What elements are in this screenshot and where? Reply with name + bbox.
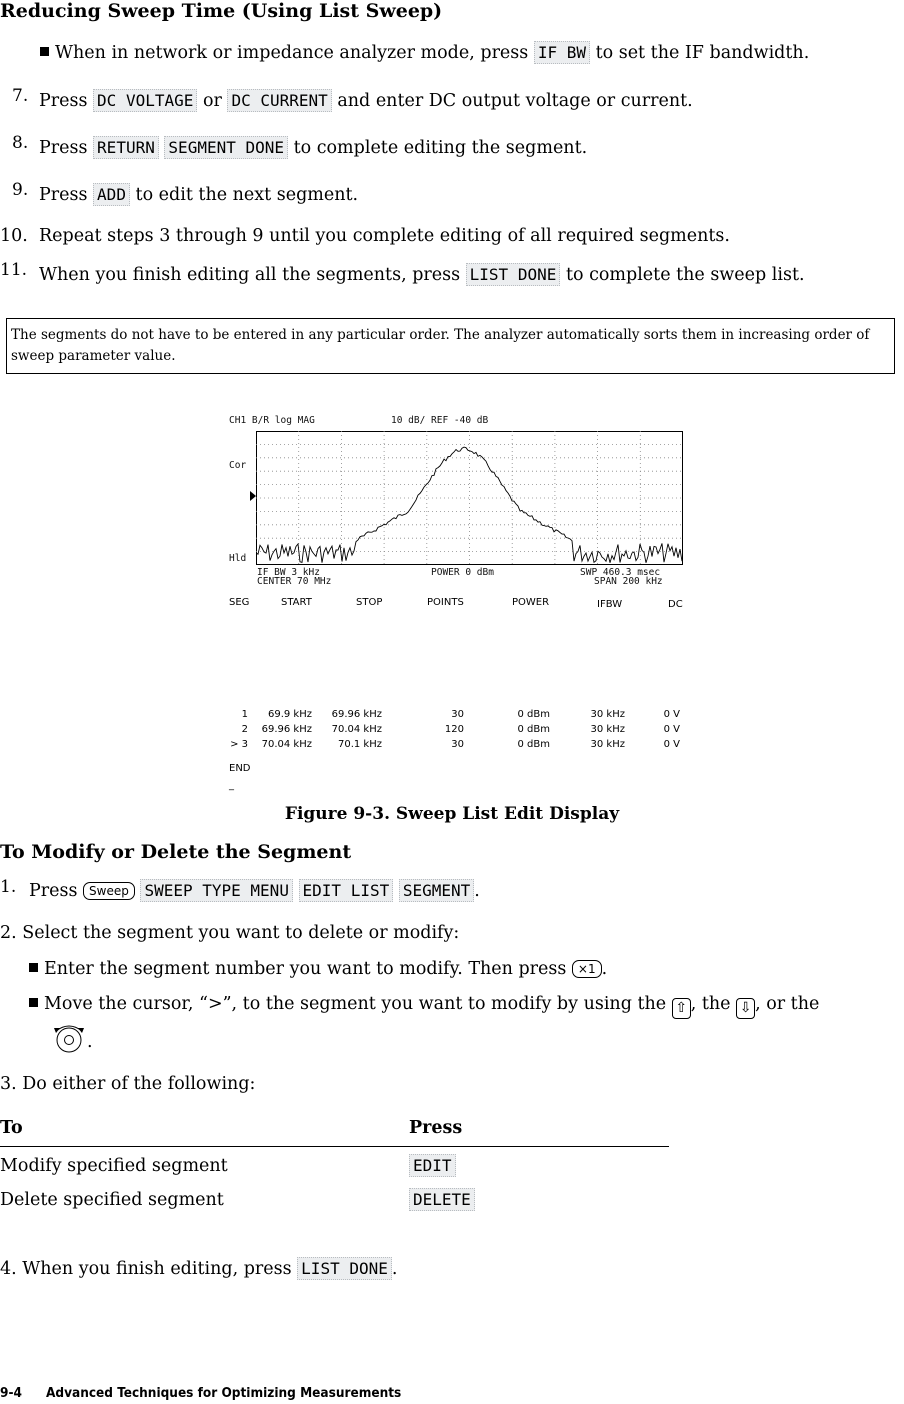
- step-10: 10. Repeat steps 3 through 9 until you complete editing of all required segments.: [0, 226, 730, 246]
- row-1-power: 0 dBm: [517, 709, 550, 720]
- step-7: Press DC VOLTAGE or DC CURRENT and enter DC output voltage or current.: [39, 91, 693, 111]
- input-cursor: _: [229, 780, 234, 791]
- step-2: 2. Select the segment you want to delete or modify:: [0, 923, 460, 943]
- col-points: POINTS: [427, 597, 464, 608]
- step-number-7: 7.: [12, 86, 29, 106]
- sweep-time-label: SWP 460.3 msec: [580, 567, 661, 578]
- step-8: Press RETURN SEGMENT DONE to complete editing the segment.: [39, 138, 588, 158]
- col-ifbw: IFBW: [597, 599, 623, 610]
- footer-page-number: 9-4: [0, 1385, 22, 1401]
- footer-title: Advanced Techniques for Optimizing Measurements: [46, 1385, 402, 1401]
- span-label: SPAN 200 kHz: [594, 576, 663, 587]
- bullet-move-cursor: Move the cursor, “>”, to the segment you want to modify by using the ⇧ , the ⇩ , or the: [29, 994, 819, 1019]
- row-3-stop: 70.1 kHz: [337, 739, 382, 750]
- row-3-start: 70.04 kHz: [261, 739, 312, 750]
- row-1-seg: 1: [241, 709, 248, 720]
- softkey-delete[interactable]: DELETE: [409, 1188, 475, 1211]
- row-1-ifbw: 30 kHz: [590, 709, 625, 720]
- hardkey-sweep[interactable]: Sweep: [83, 882, 135, 900]
- row-2-ifbw: 30 kHz: [590, 724, 625, 735]
- step-11: When you finish editing all the segments, press LIST DONE to complete the sweep list.: [39, 265, 805, 285]
- softkey-return[interactable]: RETURN: [93, 136, 159, 159]
- step-4: 4. When you finish editing, press LIST DONE .: [0, 1259, 398, 1279]
- step-9: Press ADD to edit the next segment.: [39, 185, 359, 205]
- step-number-10: 10.: [0, 226, 28, 246]
- note-box: The segments do not have to be entered in any particular order. The analyzer automatically sorts them in increasing order of sweep parameter value.: [6, 318, 895, 374]
- row-1-dc: 0 V: [663, 709, 680, 720]
- row-3-seg: > 3: [230, 739, 248, 750]
- table-row-delete-key: [409, 1190, 475, 1210]
- softkey-if-bw[interactable]: IF BW: [534, 41, 590, 64]
- col-seg: SEG: [229, 597, 250, 608]
- cor-indicator: Cor: [229, 460, 247, 471]
- softkey-list-done[interactable]: LIST DONE: [466, 263, 561, 286]
- up-arrow-key[interactable]: ⇧: [672, 998, 691, 1019]
- row-2-points: 120: [444, 724, 464, 735]
- row-2-start: 69.96 kHz: [261, 724, 312, 735]
- figure-caption: Figure 9-3. Sweep List Edit Display: [284, 804, 620, 824]
- bullet-icon: [29, 963, 38, 972]
- step-number-8: 8.: [12, 133, 29, 153]
- col-stop: STOP: [356, 597, 383, 608]
- analyzer-screen: [226, 412, 686, 797]
- softkey-list-done-2[interactable]: LIST DONE: [297, 1257, 392, 1280]
- end-marker: END: [229, 763, 251, 774]
- rotary-knob-icon[interactable]: [52, 1022, 88, 1056]
- knob-period: .: [87, 1032, 93, 1052]
- step-number-9: 9.: [12, 180, 29, 200]
- scale-label: 10 dB/ REF -40 dB: [391, 415, 489, 426]
- bullet-if-bw: When in network or impedance analyzer mode, press IF BW to set the IF bandwidth.: [40, 43, 809, 63]
- row-1-stop: 69.96 kHz: [331, 709, 382, 720]
- softkey-edit-list[interactable]: EDIT LIST: [299, 879, 394, 902]
- bullet-icon: [29, 998, 38, 1007]
- table-divider: [0, 1146, 669, 1147]
- hardkey-x1[interactable]: ×1: [572, 960, 602, 978]
- row-3-power: 0 dBm: [517, 739, 550, 750]
- step-3: 3. Do either of the following:: [0, 1074, 256, 1094]
- if-bw-label: IF BW 3 kHz: [257, 567, 320, 578]
- softkey-edit[interactable]: EDIT: [409, 1154, 456, 1177]
- step-1: Press Sweep SWEEP TYPE MENU EDIT LIST SEGMENT .: [29, 881, 480, 901]
- trace-plot: [256, 431, 683, 565]
- table-header-to: To: [0, 1118, 23, 1138]
- row-3-ifbw: 30 kHz: [590, 739, 625, 750]
- col-power: POWER: [512, 597, 550, 608]
- down-arrow-key[interactable]: ⇩: [736, 998, 755, 1019]
- bullet-enter-segment: Enter the segment number you want to modify. Then press ×1 .: [29, 959, 607, 979]
- table-header-press: Press: [409, 1118, 463, 1138]
- hld-indicator: Hld: [229, 553, 247, 564]
- col-start: START: [281, 597, 312, 608]
- row-3-points: 30: [451, 739, 464, 750]
- softkey-segment[interactable]: SEGMENT: [399, 879, 474, 902]
- center-label: CENTER 70 MHz: [257, 576, 332, 587]
- step-number-1: 1.: [0, 877, 17, 897]
- row-1-points: 30: [451, 709, 464, 720]
- section-title-modify-delete: To Modify or Delete the Segment: [0, 841, 352, 863]
- channel-label: CH1 B/R log MAG: [229, 415, 315, 426]
- softkey-sweep-type-menu[interactable]: SWEEP TYPE MENU: [140, 879, 293, 902]
- row-2-seg: 2: [241, 724, 248, 735]
- table-row-modify-label: Modify specified segment: [0, 1156, 228, 1176]
- softkey-add[interactable]: ADD: [93, 183, 130, 206]
- softkey-dc-current[interactable]: DC CURRENT: [227, 89, 331, 112]
- softkey-dc-voltage[interactable]: DC VOLTAGE: [93, 89, 197, 112]
- row-2-power: 0 dBm: [517, 724, 550, 735]
- row-1-start: 69.9 kHz: [267, 709, 312, 720]
- table-row-modify-key: [409, 1156, 456, 1176]
- section-title-reducing-sweep-time: Reducing Sweep Time (Using List Sweep): [0, 0, 443, 22]
- row-2-stop: 70.04 kHz: [331, 724, 382, 735]
- power-label: POWER 0 dBm: [431, 567, 494, 578]
- row-2-dc: 0 V: [663, 724, 680, 735]
- table-row-delete-label: Delete specified segment: [0, 1190, 224, 1210]
- col-dc: DC: [668, 599, 683, 610]
- row-3-dc: 0 V: [663, 739, 680, 750]
- softkey-segment-done[interactable]: SEGMENT DONE: [164, 136, 288, 159]
- step-number-11: 11.: [0, 260, 28, 280]
- bullet-icon: [40, 47, 49, 56]
